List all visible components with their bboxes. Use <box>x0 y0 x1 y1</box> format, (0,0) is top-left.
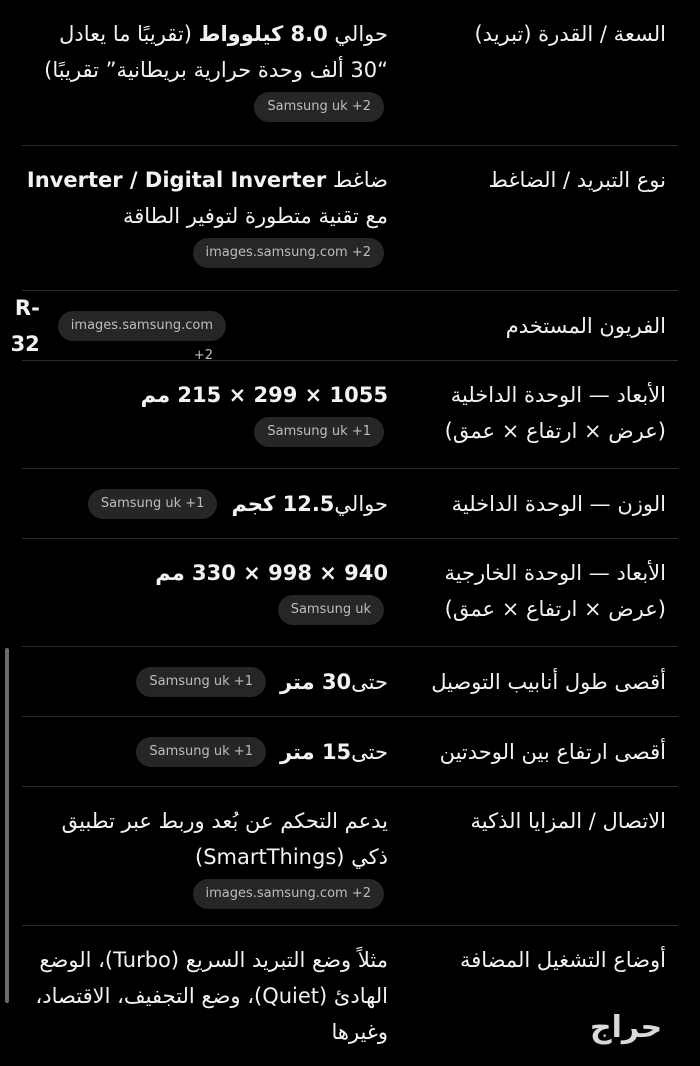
spec-value <box>22 377 416 452</box>
spec-row-capacity <box>22 0 678 146</box>
source-chip[interactable]: Samsung uk +1 <box>88 489 218 519</box>
spec-value <box>22 16 416 129</box>
value-prefix: حتى <box>351 670 388 694</box>
value-bold: 8.0 كيلوواط <box>198 22 328 46</box>
value-suffix: مع تقنية متطورة لتوفير الطاقة <box>122 204 388 228</box>
source-chip[interactable]: Samsung uk <box>278 595 384 625</box>
spec-row-indoor-weight <box>22 469 678 539</box>
spec-label: السعة / القدرة (تبريد) <box>474 22 666 46</box>
spec-value <box>22 734 416 770</box>
spec-value <box>22 555 416 630</box>
source-chip[interactable]: images.samsung.com +2 <box>58 311 226 341</box>
value-prefix: حوالي <box>327 22 388 46</box>
spec-label: الأبعاد — الوحدة الداخلية (عرض × ارتفاع × عمق) <box>444 383 666 443</box>
spec-row-outdoor-dimensions <box>22 539 678 647</box>
spec-row-pipe-length <box>22 647 678 717</box>
value-bold: 12.5 كجم <box>231 492 335 516</box>
spec-label: أوضاع التشغيل المضافة <box>459 948 666 972</box>
value-bold: Inverter / Digital Inverter <box>26 168 327 192</box>
source-chip[interactable]: Samsung uk +1 <box>254 417 384 447</box>
source-chip[interactable]: images.samsung.com +2 <box>193 879 385 909</box>
source-chip[interactable]: Samsung uk +2 <box>254 92 384 122</box>
spec-label: أقصى طول أنابيب التوصيل <box>431 670 666 694</box>
spec-label: الأبعاد — الوحدة الخارجية (عرض × ارتفاع × عمق) <box>444 561 666 621</box>
value-text: يدعم التحكم عن بُعد وربط عبر تطبيق ذكي (SmartThings) <box>61 809 388 869</box>
source-chip[interactable]: Samsung uk +1 <box>136 667 266 697</box>
spec-label: الفريون المستخدم <box>505 314 666 338</box>
value-bold: 940 × 998 × 330 مم <box>155 561 388 585</box>
spec-label: نوع التبريد / الضاغط <box>488 168 666 192</box>
spec-label: الوزن — الوحدة الداخلية <box>451 492 666 516</box>
spec-row-refrigerant <box>10 291 678 363</box>
source-chip[interactable]: Samsung uk +1 <box>136 737 266 767</box>
value-suffix: (تقريبًا ما يعادل “30 ألف وحدة حرارية بريطانية” تقريبًا) <box>44 22 388 82</box>
spec-row-operation-modes <box>22 926 678 1066</box>
spec-row-height-difference <box>22 717 678 787</box>
value-bold: 30 متر <box>279 670 352 694</box>
spec-value <box>22 486 416 522</box>
spec-value <box>22 803 416 909</box>
value-bold: 1055 × 299 × 215 مم <box>140 383 388 407</box>
spec-value <box>22 162 416 274</box>
value-bold: R-32 <box>10 296 40 356</box>
haraj-watermark-logo: حراج <box>590 1010 663 1045</box>
value-prefix: حوالي <box>334 492 388 516</box>
value-bold: 15 متر <box>279 740 352 764</box>
specs-table <box>10 0 678 1066</box>
scrollbar[interactable] <box>5 648 9 1003</box>
spec-value <box>22 942 416 1050</box>
value-prefix: ضاغط <box>326 168 388 192</box>
source-chip[interactable]: images.samsung.com +2 <box>193 238 385 268</box>
spec-value <box>22 664 416 700</box>
spec-row-compressor <box>22 146 678 291</box>
spec-row-smart-features <box>22 787 678 926</box>
value-text: مثلاً وضع التبريد السريع (Turbo)، الوضع الهادئ (Quiet)، وضع التجفيف، الاقتصاد، وغيرها <box>35 948 388 1044</box>
spec-row-indoor-dimensions <box>22 361 678 469</box>
spec-label: أقصى ارتفاع بين الوحدتين <box>439 740 666 764</box>
value-prefix: حتى <box>351 740 388 764</box>
spec-value <box>7 296 416 363</box>
spec-label: الاتصال / المزايا الذكية <box>470 809 666 833</box>
